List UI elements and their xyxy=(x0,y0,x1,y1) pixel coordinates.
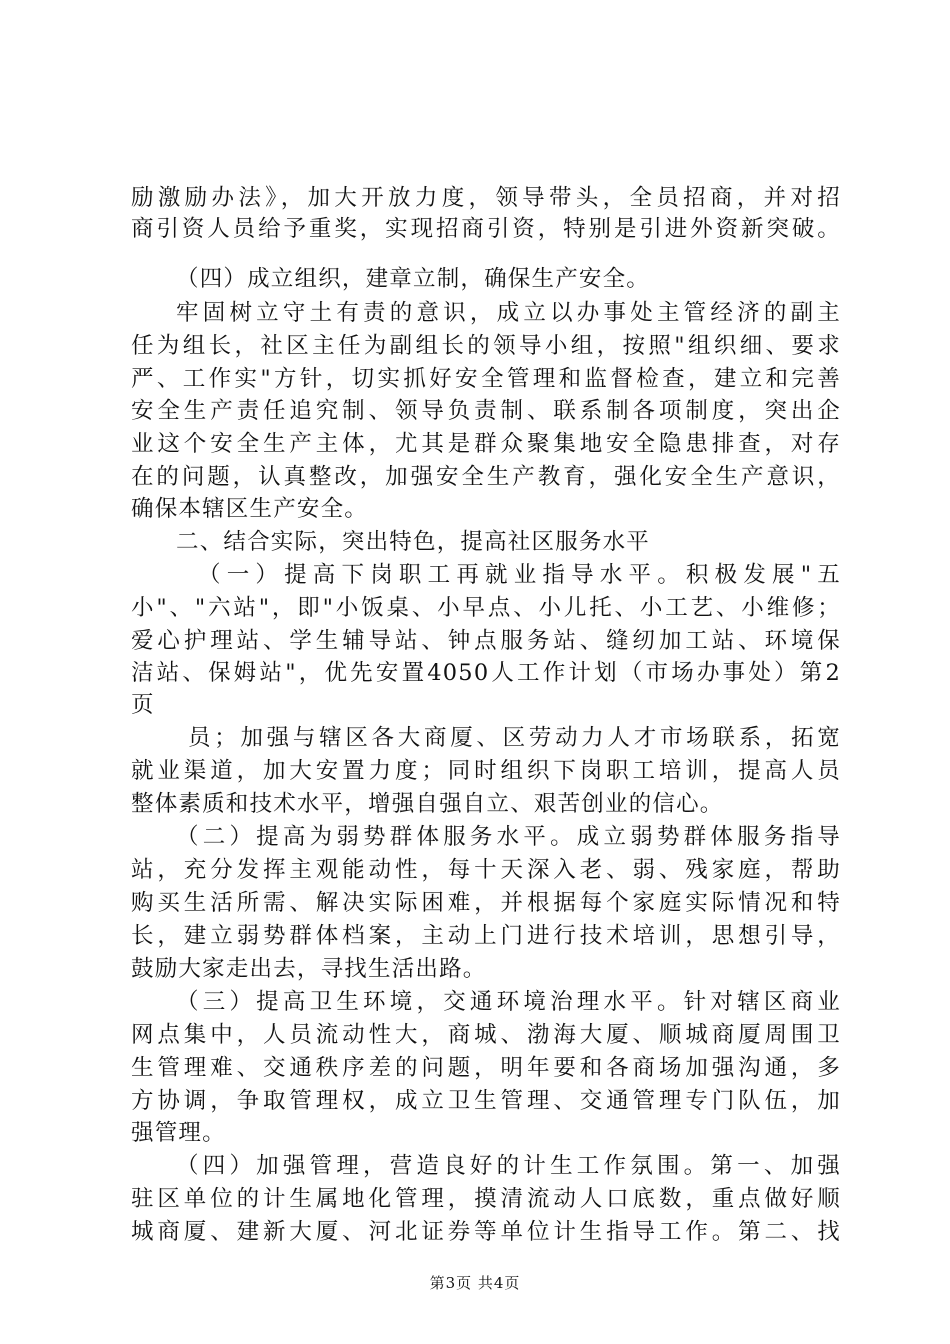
text-line: 生管理难、交通秩序差的问题，明年要和各商场加强沟通，多 xyxy=(131,1055,841,1081)
section-heading: （四）成立组织，建章立制，确保生产安全。 xyxy=(176,266,651,292)
text-line: （一）提高下岗职工再就业指导水平。积极发展"五 xyxy=(198,562,841,588)
text-line: 强管理。 xyxy=(131,1120,226,1146)
text-line: 严、工作实"方针，切实抓好安全管理和监督检查，建立和完善 xyxy=(131,366,841,392)
text-line: 在的问题，认真整改，加强安全生产教育，强化安全生产意识， xyxy=(131,464,841,490)
text-line: 就业渠道，加大安置力度；同时组织下岗职工培训，提高人员 xyxy=(131,758,841,784)
page-footer: 第3页 共4页 xyxy=(429,1274,521,1292)
section-heading: 二、结合实际，突出特色，提高社区服务水平 xyxy=(176,529,651,555)
text-line: 方协调，争取管理权，成立卫生管理、交通管理专门队伍，加 xyxy=(131,1088,841,1114)
text-line: 页 xyxy=(131,692,155,718)
text-line: 牢固树立守土有责的意识，成立以办事处主管经济的副主 xyxy=(176,300,841,326)
text-line: （四）加强管理，营造良好的计生工作氛围。第一、加强 xyxy=(176,1153,841,1179)
text-line: 确保本辖区生产安全。 xyxy=(131,496,369,522)
text-line: 鼓励大家走出去，寻找生活出路。 xyxy=(131,956,487,982)
text-line: 商引资人员给予重奖，实现招商引资，特别是引进外资新突破。 xyxy=(131,216,841,242)
text-line: 励激励办法》，加大开放力度，领导带头，全员招商，并对招 xyxy=(131,185,841,211)
text-line: 长，建立弱势群体档案，主动上门进行技术培训，思想引导， xyxy=(131,923,841,949)
text-line: 网点集中，人员流动性大，商城、渤海大厦、顺城商厦周围卫 xyxy=(131,1022,841,1048)
text-line: 城商厦、建新大厦、河北证券等单位计生指导工作。第二、找 xyxy=(131,1219,841,1245)
text-line: 站，充分发挥主观能动性，每十天深入老、弱、残家庭，帮助 xyxy=(131,857,841,883)
text-line: 整体素质和技术水平，增强自强自立、艰苦创业的信心。 xyxy=(131,791,724,817)
text-line: 小"、"六站"，即"小饭桌、小早点、小儿托、小工艺、小维修； xyxy=(131,595,841,621)
text-line: 员；加强与辖区各大商厦、区劳动力人才市场联系，拓宽 xyxy=(188,725,841,751)
text-line: （二）提高为弱势群体服务水平。成立弱势群体服务指导 xyxy=(176,824,841,850)
text-line: （三）提高卫生环境，交通环境治理水平。针对辖区商业 xyxy=(176,989,841,1015)
text-line: 驻区单位的计生属地化管理，摸清流动人口底数，重点做好顺 xyxy=(131,1186,841,1212)
text-line: 任为组长，社区主任为副组长的领导小组，按照"组织细、要求 xyxy=(131,333,841,359)
text-line: 安全生产责任追究制、领导负责制、联系制各项制度，突出企 xyxy=(131,398,841,424)
text-line: 洁站、保姆站"，优先安置4050人工作计划（市场办事处）第2 xyxy=(131,660,841,686)
text-line: 业这个安全生产主体，尤其是群众聚集地安全隐患排查，对存 xyxy=(131,431,841,457)
text-line: 爱心护理站、学生辅导站、钟点服务站、缝纫加工站、环境保 xyxy=(131,628,841,654)
text-line: 购买生活所需、解决实际困难，并根据每个家庭实际情况和特 xyxy=(131,890,841,916)
